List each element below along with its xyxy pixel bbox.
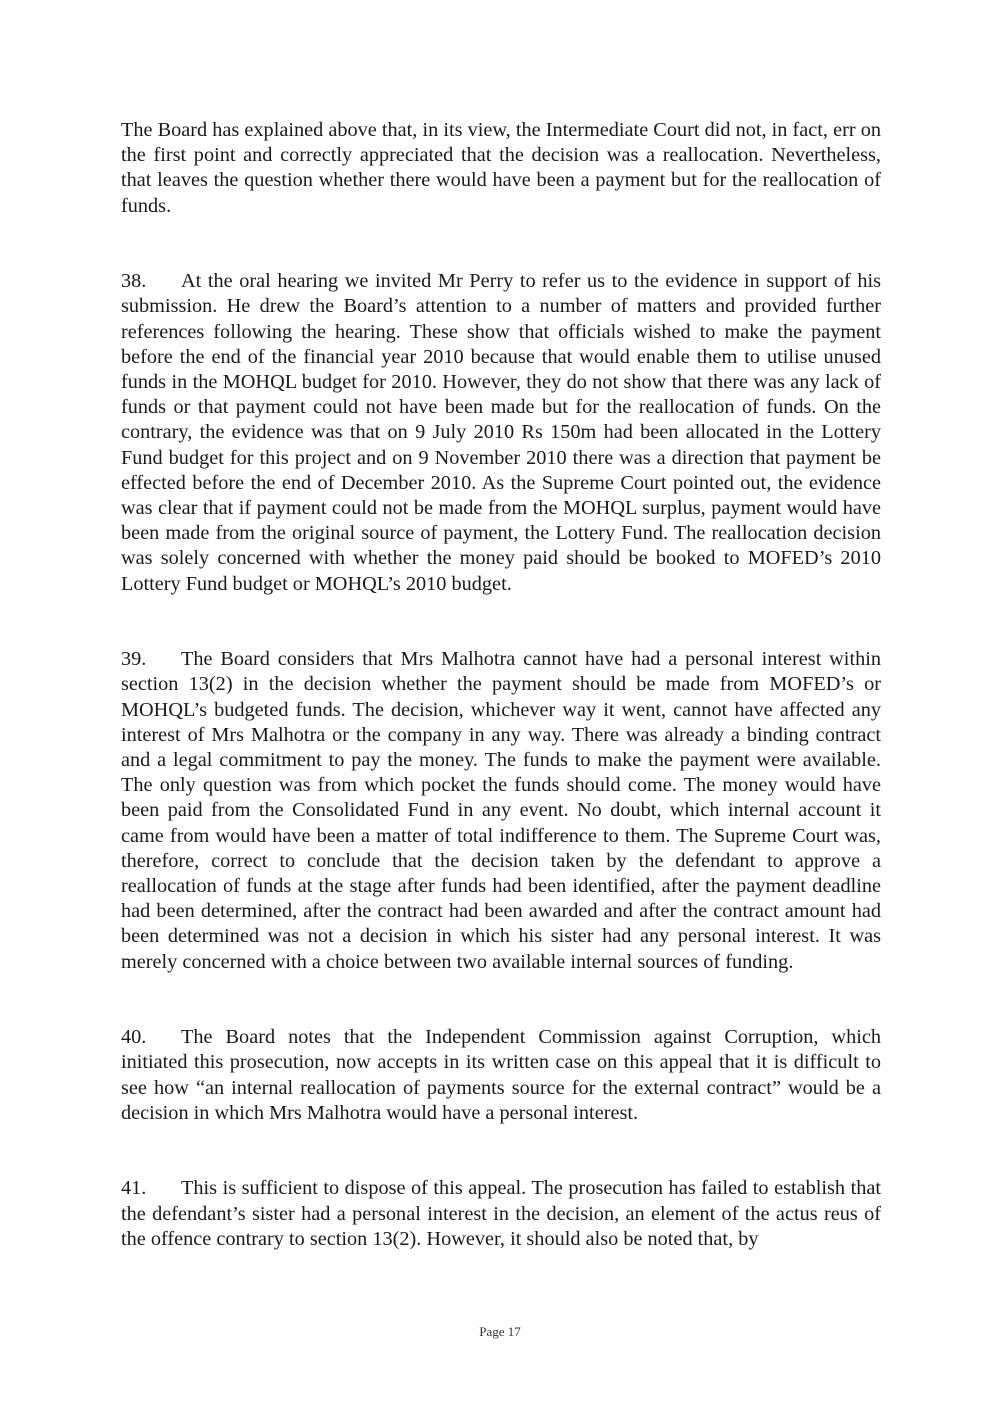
paragraph-text: This is sufficient to dispose of this appeal. The prosecution has failed to establish that the defendant’s sister had a personal interest in the decision, an element of the actus reus of the offence contrary to section 13(2). However, it should also be noted that, by bbox=[121, 1177, 881, 1250]
paragraph-number: 41. bbox=[121, 1177, 147, 1200]
paragraph-text: At the oral hearing we invited Mr Perry to refer us to the evidence in support of his submission. He drew the Board’s attention to a number of matters and provided further references following the hearing. These show that officials wished to make the payment before the end of the financial year 2010 because that would enable them to utilise unused funds in the MOHQL budget for 2010. However, they do not show that there was any lack of funds or that payment could not have been made but for the reallocation of funds. On the contrary, the evidence was that on 9 July 2010 Rs 150m had been allocated in the Lottery Fund budget for this project and on 9 November 2010 there was a direction that payment be effected before the end of December 2010. As the Supreme Court pointed out, the evidence was clear that if payment could not be made from the MOHQL surplus, payment would have been made from the original source of payment, the Lottery Fund. The reallocation decision was solely concerned with whether the money paid should be booked to MOFED’s 2010 Lottery Fund budget or MOHQL’s 2010 budget. bbox=[121, 270, 881, 595]
paragraph-41 bbox=[121, 1176, 881, 1252]
paragraph-text: The Board considers that Mrs Malhotra cannot have had a personal interest within section 13(2) in the decision whether the payment should be made from MOFED’s or MOHQL’s budgeted funds. The decision, whichever way it went, cannot have affected any interest of Mrs Malhotra or the company in any way. There was already a binding contract and a legal commitment to pay the money. The funds to make the payment were available. The only question was from which pocket the funds should come. The money would have been paid from the Consolidated Fund in any event. No doubt, which internal account it came from would have been a matter of total indifference to them. The Supreme Court was, therefore, correct to conclude that the decision taken by the defendant to approve a reallocation of funds at the stage after funds had been identified, after the payment deadline had been determined, after the contract had been awarded and after the contract amount had been determined was not a decision in which his sister had any personal interest. It was merely concerned with a choice between two available internal sources of funding. bbox=[121, 648, 881, 973]
paragraph-40 bbox=[121, 1025, 881, 1126]
paragraph-text: The Board notes that the Independent Commission against Corruption, which initiated this prosecution, now accepts in its written case on this appeal that it is difficult to see how “an internal reallocation of payments source for the external contract” would be a decision in which Mrs Malhotra would have a personal interest. bbox=[121, 1026, 881, 1124]
intro-paragraph: The Board has explained above that, in its view, the Intermediate Court did not, in fact, err on the first point and correctly appreciated that the decision was a reallocation. Nevertheless, that leaves the question whether there would have been a payment but for the reallocation of funds. bbox=[121, 119, 881, 217]
paragraph-38 bbox=[121, 269, 881, 597]
page-number-footer: Page 17 bbox=[479, 1324, 521, 1339]
document-body bbox=[121, 118, 881, 1252]
paragraph-number: 39. bbox=[121, 648, 147, 671]
paragraph-number: 38. bbox=[121, 270, 147, 293]
paragraph-39 bbox=[121, 647, 881, 975]
paragraph-number: 40. bbox=[121, 1026, 147, 1049]
